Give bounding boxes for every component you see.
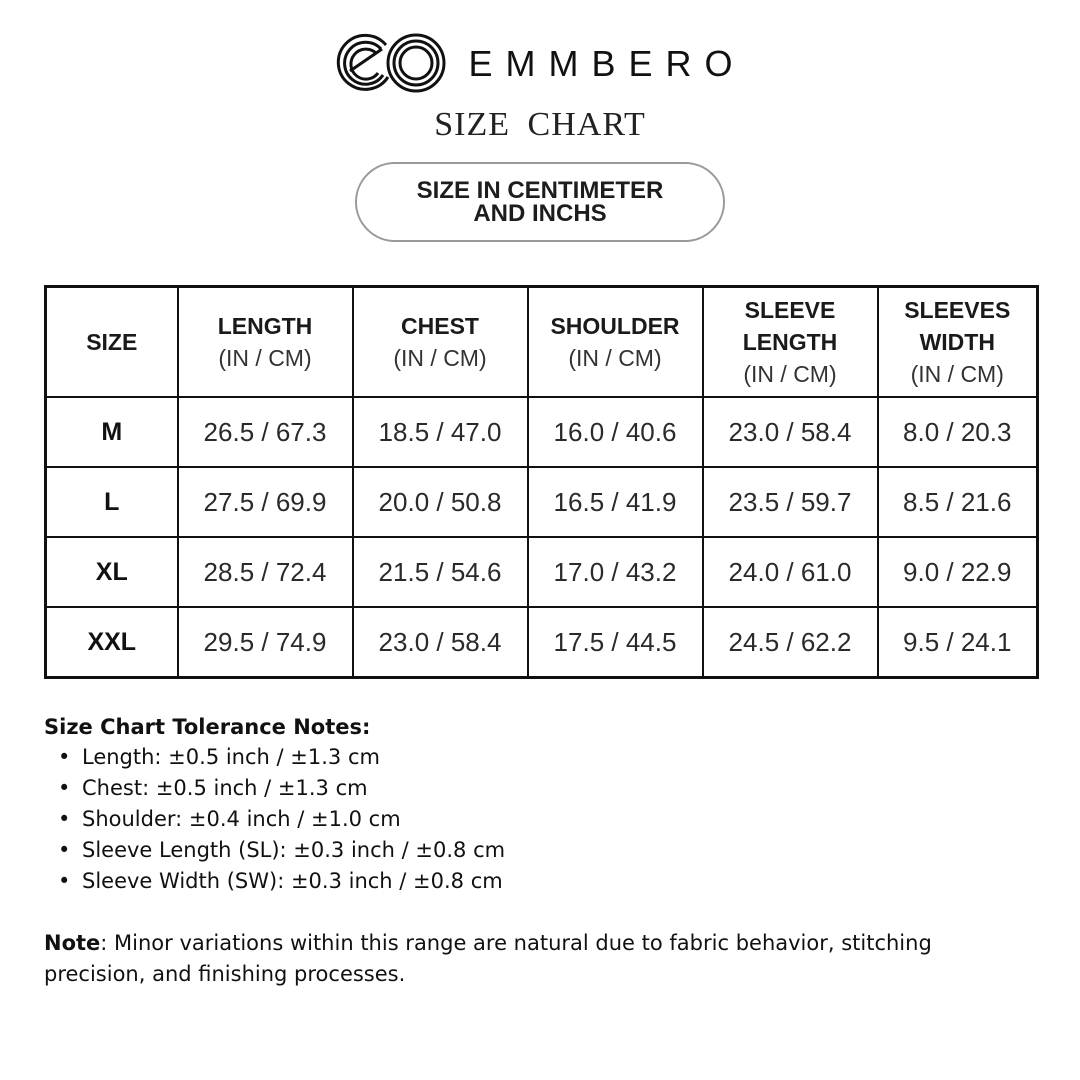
length-cell: 28.5 / 72.4 <box>178 537 353 607</box>
sleeves-width-cell: 9.5 / 24.1 <box>878 607 1038 678</box>
chest-cell: 21.5 / 54.6 <box>353 537 528 607</box>
table-row <box>46 607 1038 678</box>
bullet-icon: • <box>58 838 71 862</box>
chest-cell: 20.0 / 50.8 <box>353 467 528 537</box>
tolerance-item-text: Sleeve Length (SL): ±0.3 inch / ±0.8 cm <box>82 838 506 862</box>
length-cell: 29.5 / 74.9 <box>178 607 353 678</box>
list-item <box>58 742 1034 773</box>
header-sleeves-width: SLEEVES WIDTH (IN / CM) <box>878 287 1038 398</box>
units-badge <box>355 162 725 242</box>
table-row <box>46 467 1038 537</box>
size-label: XXL <box>46 607 178 678</box>
sleeves-width-cell: 9.0 / 22.9 <box>878 537 1038 607</box>
size-label: L <box>46 467 178 537</box>
footnote <box>44 928 1034 990</box>
page-title: SIZE CHART <box>434 106 646 143</box>
length-cell: 26.5 / 67.3 <box>178 397 353 467</box>
shoulder-cell: 16.5 / 41.9 <box>528 467 703 537</box>
units-badge-line-1: SIZE IN CENTIMETER <box>416 177 664 204</box>
header-size: SIZE <box>46 287 178 398</box>
emmbero-logo-icon <box>334 31 448 95</box>
brand-header <box>0 30 1080 96</box>
header-length: LENGTH (IN / CM) <box>178 287 353 398</box>
list-item <box>58 866 1034 897</box>
size-label: XL <box>46 537 178 607</box>
bullet-icon: • <box>58 776 71 800</box>
length-cell: 27.5 / 69.9 <box>178 467 353 537</box>
sleeve-length-cell: 23.5 / 59.7 <box>703 467 878 537</box>
size-chart-table <box>44 285 1039 679</box>
header-chest: CHEST (IN / CM) <box>353 287 528 398</box>
size-label: M <box>46 397 178 467</box>
header-sleeve-length: SLEEVE LENGTH (IN / CM) <box>703 287 878 398</box>
tolerance-item-text: Sleeve Width (SW): ±0.3 inch / ±0.8 cm <box>82 869 503 893</box>
sleeve-length-cell: 23.0 / 58.4 <box>703 397 878 467</box>
table-row <box>46 537 1038 607</box>
tolerance-item-text: Shoulder: ±0.4 inch / ±1.0 cm <box>82 807 401 831</box>
brand-name: EMMBERO <box>468 43 746 84</box>
shoulder-cell: 17.0 / 43.2 <box>528 537 703 607</box>
tolerance-heading: Size Chart Tolerance Notes: <box>44 715 371 739</box>
bullet-icon: • <box>58 807 71 831</box>
table-row <box>46 397 1038 467</box>
tolerance-notes <box>44 712 1034 897</box>
tolerance-list <box>44 742 1034 897</box>
sleeve-length-cell: 24.0 / 61.0 <box>703 537 878 607</box>
list-item <box>58 804 1034 835</box>
table-header-row <box>46 287 1038 398</box>
units-badge-line-2: AND INCHS <box>473 200 607 227</box>
list-item <box>58 835 1034 866</box>
chest-cell: 18.5 / 47.0 <box>353 397 528 467</box>
sleeve-length-cell: 24.5 / 62.2 <box>703 607 878 678</box>
bullet-icon: • <box>58 869 71 893</box>
header-shoulder: SHOULDER (IN / CM) <box>528 287 703 398</box>
list-item <box>58 773 1034 804</box>
tolerance-item-text: Length: ±0.5 inch / ±1.3 cm <box>82 745 380 769</box>
shoulder-cell: 17.5 / 44.5 <box>528 607 703 678</box>
sleeves-width-cell: 8.0 / 20.3 <box>878 397 1038 467</box>
shoulder-cell: 16.0 / 40.6 <box>528 397 703 467</box>
footnote-label: Note <box>44 931 101 955</box>
tolerance-item-text: Chest: ±0.5 inch / ±1.3 cm <box>82 776 368 800</box>
bullet-icon: • <box>58 745 71 769</box>
chest-cell: 23.0 / 58.4 <box>353 607 528 678</box>
sleeves-width-cell: 8.5 / 21.6 <box>878 467 1038 537</box>
footnote-text: : Minor variations within this range are natural due to fabric behavior, stitching precision, and finishing processes. <box>44 931 932 986</box>
